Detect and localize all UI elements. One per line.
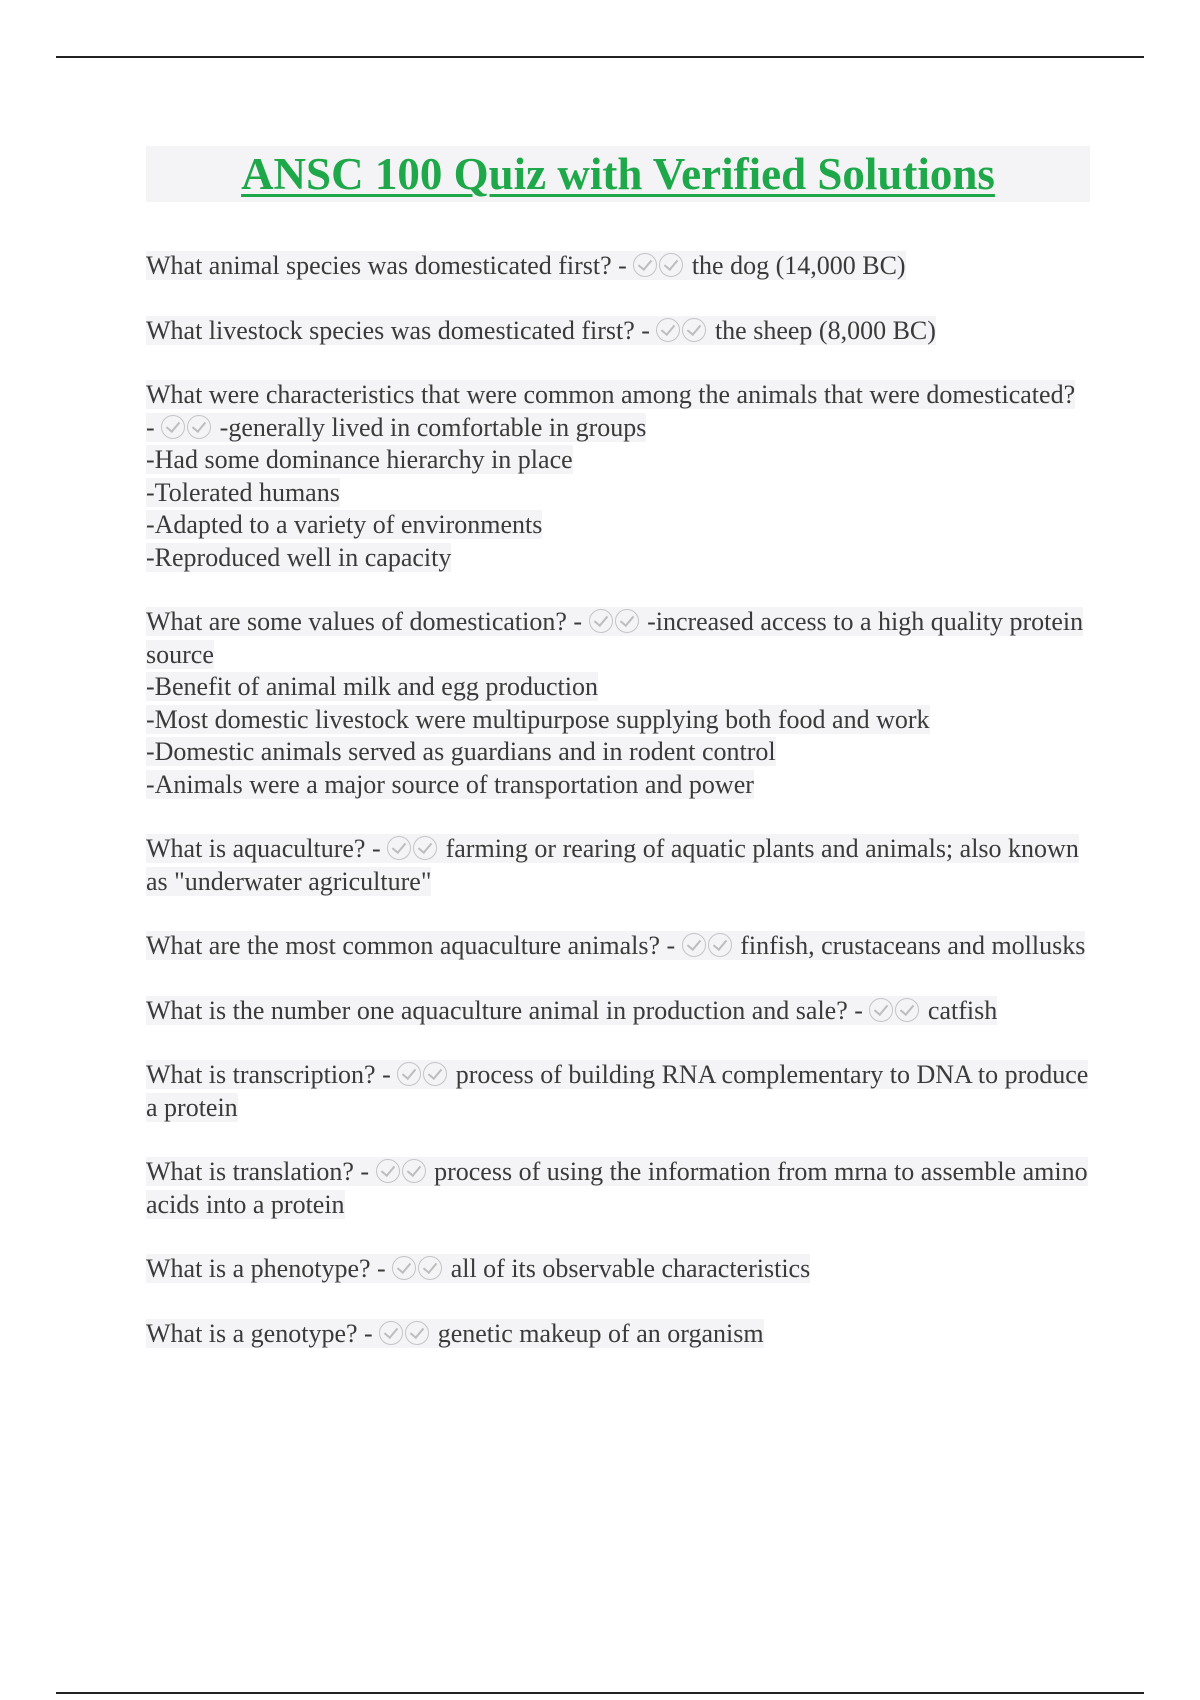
check-circle-icon <box>633 253 657 277</box>
check-circle-icon <box>402 1159 426 1183</box>
verified-checks <box>387 833 439 866</box>
check-circle-icon <box>589 609 613 633</box>
question-text: What is a genotype? - <box>146 1318 373 1348</box>
answer-text: process of using the information from mrna to assemble amino acids into a protein <box>146 1157 1088 1219</box>
document-title: ANSC 100 Quiz with Verified Solutions <box>241 149 995 199</box>
answer-text: finfish, crustaceans and mollusks <box>740 931 1086 960</box>
answer-text: the sheep (8,000 BC) <box>714 315 936 345</box>
question-text: What are some values of domestication? - <box>146 607 583 636</box>
question-text: What animal species was domesticated first? - <box>146 251 627 280</box>
answer-subline: -Adapted to a variety of environments <box>146 510 543 539</box>
verified-checks <box>869 995 921 1028</box>
answer-text: -increased access to a high quality protein source <box>146 607 1084 669</box>
answer-subline: -Reproduced well in capacity <box>146 542 452 572</box>
qa-item <box>146 250 1090 283</box>
check-circle-icon <box>418 1256 442 1280</box>
check-circle-icon <box>161 415 185 439</box>
answer-subline: -Tolerated humans <box>146 477 340 507</box>
qa-item <box>146 1318 1090 1351</box>
qa-item <box>146 833 1090 898</box>
question-text: What is a phenotype? - <box>146 1254 386 1283</box>
check-circle-icon <box>413 836 437 860</box>
qa-list <box>146 250 1090 1382</box>
qa-item <box>146 1059 1090 1124</box>
question-text: What is aquaculture? - <box>146 834 381 863</box>
check-circle-icon <box>376 1159 400 1183</box>
check-circle-icon <box>708 933 732 957</box>
answer-subline: -Most domestic livestock were multipurpose supplying both food and work <box>146 704 930 734</box>
answer-text: process of building RNA complementary to DNA to produce a protein <box>146 1060 1089 1122</box>
qa-item <box>146 315 1090 348</box>
question-text: What livestock species was domesticated first? - <box>146 315 650 345</box>
answer-subline: -Had some dominance hierarchy in place <box>146 445 573 474</box>
answer-subline: -Domestic animals served as guardians and in rodent control <box>146 737 776 766</box>
question-text: What is translation? - <box>146 1157 370 1186</box>
check-circle-icon <box>659 253 683 277</box>
bottom-rule <box>56 1692 1144 1694</box>
question-text: What is the number one aquaculture animal in production and sale? - <box>146 995 863 1025</box>
verified-checks <box>376 1156 428 1189</box>
check-circle-icon <box>387 836 411 860</box>
verified-checks <box>397 1059 449 1092</box>
check-circle-icon <box>615 609 639 633</box>
qa-item <box>146 1253 1090 1286</box>
qa-item <box>146 379 1090 574</box>
answer-text: all of its observable characteristics <box>450 1254 811 1283</box>
check-circle-icon <box>869 998 893 1022</box>
check-circle-icon <box>682 318 706 342</box>
check-circle-icon <box>187 415 211 439</box>
check-circle-icon <box>682 933 706 957</box>
verified-checks <box>682 930 734 963</box>
question-text: What are the most common aquaculture animals? - <box>146 931 676 960</box>
check-circle-icon <box>392 1256 416 1280</box>
check-circle-icon <box>423 1062 447 1086</box>
verified-checks <box>656 315 708 348</box>
qa-item <box>146 606 1090 801</box>
check-circle-icon <box>656 318 680 342</box>
verified-checks <box>379 1318 431 1351</box>
verified-checks <box>633 250 685 283</box>
question-text: What were characteristics that were common among the animals that were domesticated? - <box>146 380 1076 442</box>
question-text: What is transcription? - <box>146 1060 391 1089</box>
verified-checks <box>161 412 213 445</box>
qa-item <box>146 930 1090 963</box>
answer-text: genetic makeup of an organism <box>437 1318 764 1348</box>
answer-text: -generally lived in comfortable in groups <box>219 412 647 442</box>
answer-text: catfish <box>927 995 998 1025</box>
check-circle-icon <box>405 1321 429 1345</box>
answer-text: the dog (14,000 BC) <box>691 251 906 280</box>
qa-item <box>146 1156 1090 1221</box>
check-circle-icon <box>379 1321 403 1345</box>
check-circle-icon <box>397 1062 421 1086</box>
verified-checks <box>392 1253 444 1286</box>
answer-text: farming or rearing of aquatic plants and animals; also known as "underwater agriculture" <box>146 834 1079 896</box>
qa-item <box>146 995 1090 1028</box>
top-rule <box>56 56 1144 58</box>
answer-subline: -Benefit of animal milk and egg production <box>146 672 598 701</box>
check-circle-icon <box>895 998 919 1022</box>
answer-subline: -Animals were a major source of transportation and power <box>146 769 754 799</box>
verified-checks <box>589 606 641 639</box>
title-banner <box>146 146 1090 202</box>
